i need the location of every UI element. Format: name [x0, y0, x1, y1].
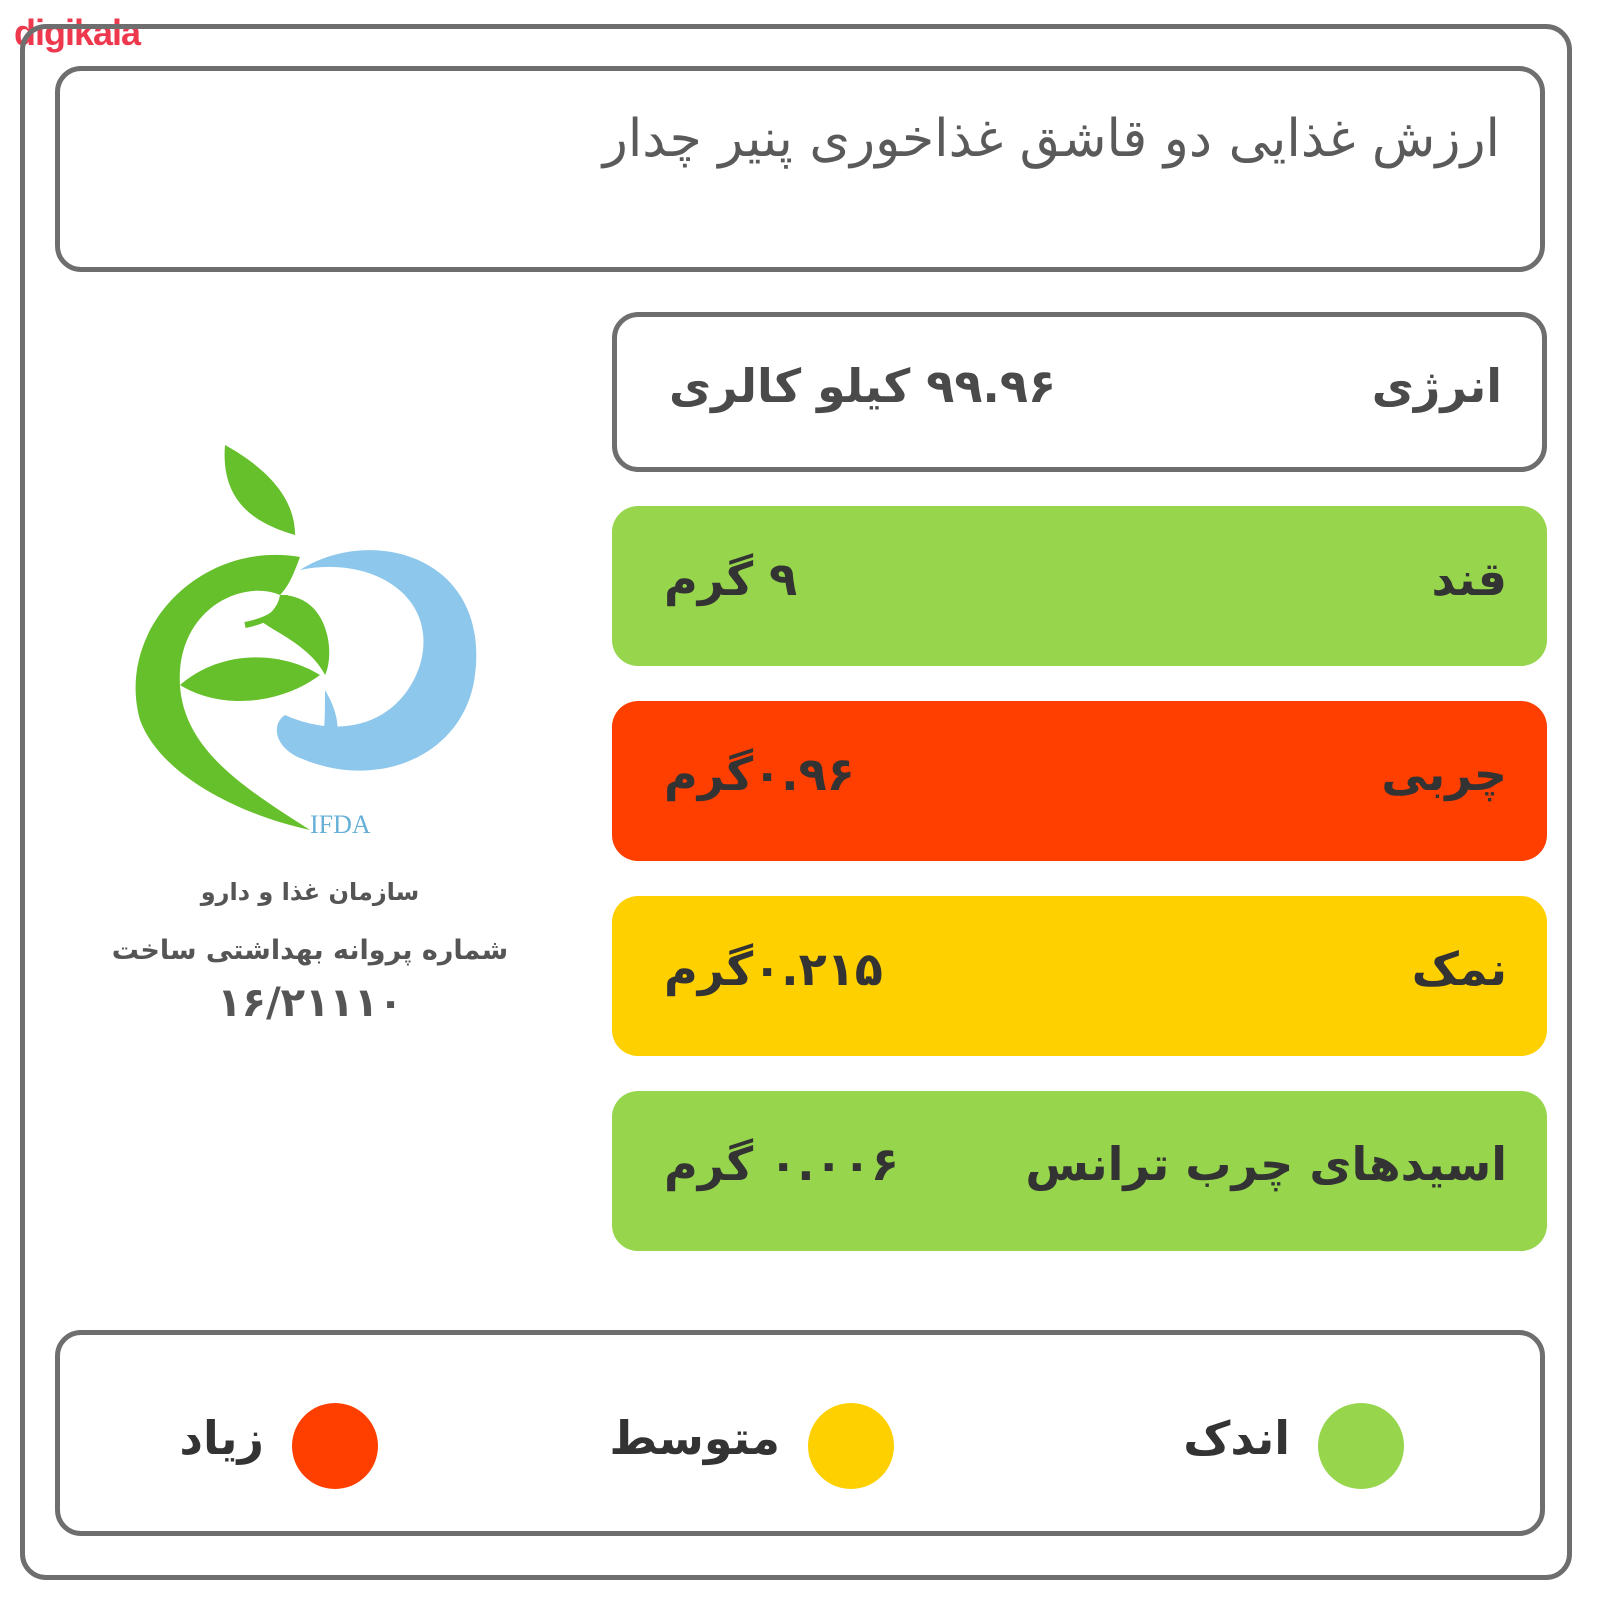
- license-label: شماره پروانه بهداشتی ساخت: [111, 935, 509, 966]
- nutrient-row-fat: [612, 701, 1547, 861]
- legend-label-high: زیاد: [179, 1411, 264, 1465]
- legend-dot-high: [292, 1403, 378, 1489]
- nutrient-row-energy: [612, 312, 1547, 472]
- nutrient-row-salt: [612, 896, 1547, 1056]
- nutrient-row-trans-fat: [612, 1091, 1547, 1251]
- nutrient-label: چربی: [1381, 747, 1507, 801]
- nutrient-label: قند: [1431, 552, 1507, 606]
- license-number: ۱۶/۲۱۱۱۰: [217, 980, 403, 1026]
- legend-label-medium: متوسط: [609, 1411, 780, 1465]
- nutrient-value: ۰.۲۱۵گرم: [664, 942, 883, 996]
- digikala-logo: digikala: [14, 12, 141, 53]
- legend-label-low: اندک: [1183, 1411, 1290, 1465]
- ifda-logo-icon: [120, 445, 500, 865]
- nutrient-row-sugar: [612, 506, 1547, 666]
- title-box: [55, 66, 1545, 272]
- nutrient-label: اسیدهای چرب ترانس: [1025, 1137, 1507, 1191]
- nutrient-value: ۰.۹۶گرم: [664, 747, 855, 801]
- legend: [55, 1330, 1545, 1536]
- nutrient-value: ۹ گرم: [664, 552, 798, 606]
- nutrient-label: نمک: [1411, 942, 1507, 996]
- org-name: سازمان غذا و دارو: [200, 878, 420, 906]
- nutrient-value: ۰.۰۰۶ گرم: [664, 1137, 899, 1191]
- nutrient-value: ۹۹.۹۶ کیلو کالری: [669, 359, 1057, 413]
- nutrient-label: انرژی: [1371, 359, 1502, 413]
- legend-dot-low: [1318, 1403, 1404, 1489]
- page-title: ارزش غذایی دو قاشق غذاخوری پنیر چدار: [602, 109, 1500, 169]
- legend-dot-medium: [808, 1403, 894, 1489]
- ifda-mark-text: IFDA: [310, 810, 371, 839]
